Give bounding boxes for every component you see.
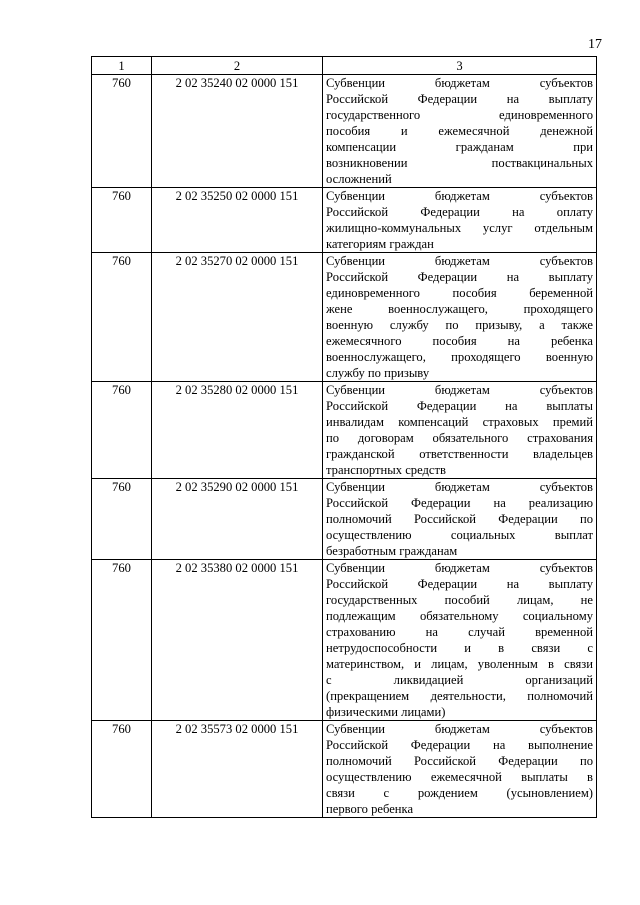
description-line: ежемесячного пособия на ребенка	[326, 334, 593, 348]
description-line: гражданской ответственности владельцев	[326, 447, 593, 461]
description-line: осложнений	[326, 172, 392, 186]
budget-classification-table	[91, 56, 597, 818]
table-row	[92, 382, 597, 479]
description-cell	[323, 382, 597, 479]
description-line: Субвенции бюджетам субъектов	[326, 76, 593, 90]
table-body	[92, 75, 597, 818]
description-line: государственных пособий лицам, не	[326, 593, 593, 607]
description-line: осуществлению ежемесячной выплаты в	[326, 770, 593, 784]
description-line: государственного единовременного	[326, 108, 593, 122]
admin-code-cell: 760	[92, 253, 152, 382]
description-line: жене военнослужащего, проходящего	[326, 302, 593, 316]
budget-code-cell: 2 02 35573 02 0000 151	[152, 721, 323, 818]
description-line: страхованию на случай временной	[326, 625, 593, 639]
description-line: Российской Федерации на выплату	[326, 270, 593, 284]
description-line: полномочий Российской Федерации по	[326, 754, 593, 768]
description-line: Субвенции бюджетам субъектов	[326, 722, 593, 736]
description-line: Субвенции бюджетам субъектов	[326, 189, 593, 203]
description-cell	[323, 479, 597, 560]
description-cell	[323, 188, 597, 253]
table-row	[92, 253, 597, 382]
description-line: по договорам обязательного страхования	[326, 431, 593, 445]
table-row	[92, 721, 597, 818]
description-line: возникновении поствакцинальных	[326, 156, 593, 170]
admin-code-cell: 760	[92, 188, 152, 253]
page-number: 17	[588, 37, 602, 52]
description-cell	[323, 721, 597, 818]
description-line: компенсации гражданам при	[326, 140, 593, 154]
description-line: военную службу по призыву, а также	[326, 318, 593, 332]
description-line: осуществлению социальных выплат	[326, 528, 593, 542]
description-line: полномочий Российской Федерации по	[326, 512, 593, 526]
description-line: подлежащим обязательному социальному	[326, 609, 593, 623]
table-row	[92, 75, 597, 188]
admin-code-cell: 760	[92, 382, 152, 479]
admin-code-cell: 760	[92, 721, 152, 818]
description-line: с ликвидацией организаций	[326, 673, 593, 687]
budget-code-cell: 2 02 35250 02 0000 151	[152, 188, 323, 253]
description-line: жилищно-коммунальных услуг отдельным	[326, 221, 593, 235]
description-line: транспортных средств	[326, 463, 446, 477]
description-cell	[323, 560, 597, 721]
description-line: Субвенции бюджетам субъектов	[326, 561, 593, 575]
description-line: инвалидам компенсаций страховых премий	[326, 415, 593, 429]
description-line: Субвенции бюджетам субъектов	[326, 480, 593, 494]
description-line: Субвенции бюджетам субъектов	[326, 254, 593, 268]
admin-code-cell: 760	[92, 479, 152, 560]
budget-code-cell: 2 02 35270 02 0000 151	[152, 253, 323, 382]
column-header-1: 1	[92, 57, 152, 75]
budget-code-cell: 2 02 35380 02 0000 151	[152, 560, 323, 721]
description-line: Российской Федерации на выполнение	[326, 738, 593, 752]
column-header-3: 3	[323, 57, 597, 75]
description-line: Российской Федерации на оплату	[326, 205, 593, 219]
budget-code-cell: 2 02 35290 02 0000 151	[152, 479, 323, 560]
description-line: Российской Федерации на реализацию	[326, 496, 593, 510]
description-line: пособия и ежемесячной денежной	[326, 124, 593, 138]
table-header-row	[92, 57, 597, 75]
description-line: Российской Федерации на выплату	[326, 577, 593, 591]
description-line: Российской Федерации на выплаты	[326, 399, 593, 413]
column-header-2: 2	[152, 57, 323, 75]
description-line: Субвенции бюджетам субъектов	[326, 383, 593, 397]
description-line: службу по призыву	[326, 366, 430, 380]
budget-code-cell: 2 02 35240 02 0000 151	[152, 75, 323, 188]
description-line: категориям граждан	[326, 237, 434, 251]
description-line: Российской Федерации на выплату	[326, 92, 593, 106]
admin-code-cell: 760	[92, 75, 152, 188]
description-line: военнослужащего, проходящего военную	[326, 350, 593, 364]
description-line: нетрудоспособности и в связи с	[326, 641, 593, 655]
table-row	[92, 479, 597, 560]
description-line: безработным гражданам	[326, 544, 458, 558]
table-row	[92, 560, 597, 721]
description-line: связи с рождением (усыновлением)	[326, 786, 593, 800]
description-line: единовременного пособия беременной	[326, 286, 593, 300]
description-line: материнством, и лицам, уволенным в связи	[326, 657, 593, 671]
description-cell	[323, 253, 597, 382]
description-line: первого ребенка	[326, 802, 414, 816]
description-line: физическими лицами)	[326, 705, 446, 719]
budget-code-cell: 2 02 35280 02 0000 151	[152, 382, 323, 479]
admin-code-cell: 760	[92, 560, 152, 721]
table-row	[92, 188, 597, 253]
description-cell	[323, 75, 597, 188]
description-line: (прекращением деятельности, полномочий	[326, 689, 593, 703]
